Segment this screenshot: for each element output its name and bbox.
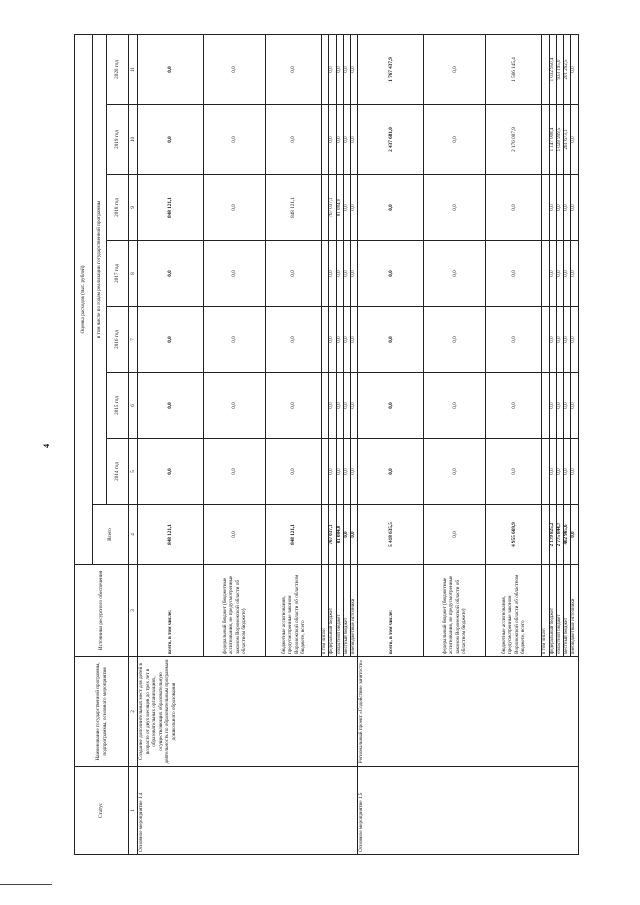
- year-value-cell: [322, 175, 329, 241]
- year-value-cell: 261 673,1: [564, 105, 571, 175]
- year-value-cell: 0,0: [204, 439, 266, 505]
- total-cell: 2 179 825,2: [549, 505, 556, 565]
- year-value-cell: 0,0: [266, 105, 322, 175]
- budget-table-rotated: [74, 35, 606, 855]
- year-value-cell: [542, 34, 549, 104]
- source-cell: бюджетные ассигнования, предусмотренные законом Воронежской области об областном бюджете, всего: [486, 565, 542, 657]
- header-year: 2020 год: [107, 34, 129, 104]
- year-value-cell: 0,0: [351, 105, 358, 175]
- year-value-cell: 0,0: [358, 241, 424, 307]
- source-cell: в том числе:: [322, 565, 329, 657]
- status-cell: Основное мероприятие 1.5: [358, 767, 578, 855]
- year-value-cell: 0,0: [266, 373, 322, 439]
- year-value-cell: [542, 439, 549, 505]
- year-value-cell: 0,0: [486, 373, 542, 439]
- header-name: Наименование государственной программы, подпрограммы, основного мероприятия: [75, 657, 129, 767]
- total-cell: 462 965,6: [564, 505, 571, 565]
- year-value-cell: 0,0: [204, 241, 266, 307]
- source-cell: внебюджетные источники: [571, 565, 578, 657]
- header-by-years: в том числе по годам реализации государственной программы: [93, 34, 107, 504]
- source-cell: федеральный бюджет: [549, 565, 556, 657]
- name-cell: Создание дополнительных мест для детей в возрасте от двух месяцев до трех лет в образовательных организациях, осуществляющих образовательную деятельность по образовательным программам дошкольного образования: [138, 657, 358, 767]
- year-value-cell: 0,0: [336, 307, 343, 373]
- total-cell: 0,0: [424, 505, 486, 565]
- year-value-cell: 0,0: [571, 373, 578, 439]
- year-value-cell: 0,0: [571, 34, 578, 104]
- header-estimate: Оценка расходов (тыс. рублей): [75, 34, 93, 564]
- year-value-cell: 848 121,1: [266, 175, 322, 241]
- year-value-cell: 0,0: [564, 241, 571, 307]
- col-number: 9: [129, 175, 138, 241]
- year-value-cell: 0,0: [556, 241, 563, 307]
- status-cell: Основное мероприятие 1.4: [138, 767, 358, 855]
- year-value-cell: 933 195,0: [556, 34, 563, 104]
- year-value-cell: 0,0: [266, 439, 322, 505]
- year-value-cell: 0,0: [138, 34, 204, 104]
- year-value-cell: 0,0: [138, 307, 204, 373]
- year-value-cell: 81 084,0: [336, 175, 343, 241]
- year-value-cell: 0,0: [556, 175, 563, 241]
- total-cell: 0,0: [343, 505, 350, 565]
- header-status: Статус: [75, 767, 129, 855]
- source-cell: местный бюджет: [564, 565, 571, 657]
- year-value-cell: 0,0: [336, 373, 343, 439]
- year-value-cell: 0,0: [424, 307, 486, 373]
- year-value-cell: 0,0: [343, 439, 350, 505]
- year-value-cell: 0,0: [549, 439, 556, 505]
- year-value-cell: [542, 241, 549, 307]
- year-value-cell: 0,0: [329, 105, 336, 175]
- year-value-cell: 0,0: [571, 175, 578, 241]
- source-cell: федеральный бюджет (бюджетные ассигнования, не предусмотренные законом Воронежской области об областном бюджете): [424, 565, 486, 657]
- year-value-cell: 0,0: [343, 373, 350, 439]
- col-number: 4: [129, 505, 138, 565]
- year-value-cell: [542, 307, 549, 373]
- year-value-cell: 0,0: [564, 439, 571, 505]
- col-number: 10: [129, 105, 138, 175]
- header-year: 2014 год: [107, 439, 129, 505]
- year-value-cell: 0,0: [549, 241, 556, 307]
- total-cell: [322, 505, 329, 565]
- year-value-cell: 0,0: [358, 175, 424, 241]
- year-value-cell: 0,0: [358, 373, 424, 439]
- year-value-cell: 0,0: [556, 373, 563, 439]
- year-value-cell: 201 292,5: [564, 34, 571, 104]
- source-cell: федеральный бюджет: [329, 565, 336, 657]
- header-year: 2018 год: [107, 175, 129, 241]
- col-number: 11: [129, 34, 138, 104]
- year-value-cell: 0,0: [336, 439, 343, 505]
- total-cell: 5 418 635,5: [358, 505, 424, 565]
- total-cell: [542, 505, 549, 565]
- year-value-cell: 0,0: [549, 175, 556, 241]
- year-value-cell: 0,0: [486, 439, 542, 505]
- year-value-cell: 0,0: [351, 373, 358, 439]
- header-year: 2015 год: [107, 373, 129, 439]
- year-value-cell: [322, 241, 329, 307]
- total-cell: 81 084,0: [336, 505, 343, 565]
- year-value-cell: 0,0: [343, 241, 350, 307]
- budget-table-body: [138, 34, 579, 854]
- source-cell: бюджетные ассигнования, предусмотренные законом Воронежской области об областном бюджете, всего: [266, 565, 322, 657]
- source-cell: федеральный бюджет (бюджетные ассигнования, не предусмотренные законом Воронежской области об областном бюджете): [204, 565, 266, 657]
- year-value-cell: 0,0: [329, 34, 336, 104]
- source-cell: внебюджетные источники: [351, 565, 358, 657]
- total-cell: 4 955 669,9: [486, 505, 542, 565]
- total-cell: 2 775 844,7: [556, 505, 563, 565]
- year-value-cell: [542, 105, 549, 175]
- year-value-cell: [322, 373, 329, 439]
- table-row: [358, 34, 424, 854]
- year-value-cell: 0,0: [343, 34, 350, 104]
- year-value-cell: 0,0: [138, 373, 204, 439]
- year-value-cell: 0,0: [329, 241, 336, 307]
- year-value-cell: 0,0: [204, 34, 266, 104]
- col-number: 5: [129, 439, 138, 505]
- total-cell: 848 121,1: [138, 505, 204, 565]
- col-number: 1: [129, 767, 138, 855]
- year-value-cell: 0,0: [351, 241, 358, 307]
- year-value-cell: 0,0: [204, 175, 266, 241]
- total-cell: 0,0: [204, 505, 266, 565]
- year-value-cell: [322, 34, 329, 104]
- budget-table: [74, 34, 579, 855]
- year-value-cell: 1 566 145,4: [486, 34, 542, 104]
- year-value-cell: 1 147 008,4: [549, 105, 556, 175]
- year-value-cell: 2 437 681,0: [358, 105, 424, 175]
- year-value-cell: 0,0: [329, 439, 336, 505]
- year-value-cell: 0,0: [336, 105, 343, 175]
- year-value-cell: 0,0: [351, 307, 358, 373]
- year-value-cell: 0,0: [571, 307, 578, 373]
- year-value-cell: 0,0: [571, 105, 578, 175]
- col-number: 2: [129, 657, 138, 767]
- year-value-cell: 0,0: [424, 34, 486, 104]
- year-value-cell: 1 767 437,9: [358, 34, 424, 104]
- year-value-cell: 0,0: [343, 105, 350, 175]
- year-value-cell: 0,0: [571, 439, 578, 505]
- col-number: 8: [129, 241, 138, 307]
- year-value-cell: 0,0: [336, 34, 343, 104]
- year-value-cell: [322, 439, 329, 505]
- header-year: 2016 год: [107, 307, 129, 373]
- year-value-cell: 1 028 999,5: [556, 105, 563, 175]
- col-number: 7: [129, 307, 138, 373]
- year-value-cell: 0,0: [564, 373, 571, 439]
- total-cell: 848 121,1: [266, 505, 322, 565]
- year-value-cell: 0,0: [138, 241, 204, 307]
- source-cell: всего, в том числе:: [358, 565, 424, 657]
- year-value-cell: 0,0: [351, 34, 358, 104]
- page-number: 4: [42, 444, 51, 448]
- year-value-cell: 0,0: [266, 307, 322, 373]
- header-total: Всего: [93, 505, 129, 565]
- year-value-cell: 0,0: [138, 105, 204, 175]
- year-value-cell: 0,0: [424, 439, 486, 505]
- year-value-cell: 0,0: [329, 373, 336, 439]
- year-value-cell: 0,0: [343, 175, 350, 241]
- source-cell: всего, в том числе:: [138, 565, 204, 657]
- year-value-cell: 0,0: [138, 439, 204, 505]
- year-value-cell: 0,0: [351, 175, 358, 241]
- year-value-cell: 0,0: [571, 241, 578, 307]
- year-value-cell: 0,0: [424, 175, 486, 241]
- year-value-cell: 0,0: [204, 105, 266, 175]
- col-number: 3: [129, 565, 138, 657]
- col-number: 6: [129, 373, 138, 439]
- header-year: 2017 год: [107, 241, 129, 307]
- year-value-cell: 1 032 950,4: [549, 34, 556, 104]
- footer-rule: [0, 884, 52, 885]
- year-value-cell: 0,0: [358, 307, 424, 373]
- year-value-cell: 0,0: [266, 241, 322, 307]
- total-cell: 0,0: [351, 505, 358, 565]
- year-value-cell: 767 037,1: [329, 175, 336, 241]
- year-value-cell: 0,0: [564, 175, 571, 241]
- year-value-cell: 0,0: [486, 241, 542, 307]
- header-source: Источники ресурсного обеспечения: [75, 565, 129, 657]
- column-number-row: [129, 34, 138, 854]
- year-value-cell: 0,0: [336, 241, 343, 307]
- year-value-cell: 0,0: [486, 307, 542, 373]
- year-value-cell: 0,0: [266, 34, 322, 104]
- year-value-cell: [322, 307, 329, 373]
- year-value-cell: 0,0: [351, 439, 358, 505]
- year-value-cell: [322, 105, 329, 175]
- year-value-cell: 0,0: [556, 307, 563, 373]
- year-value-cell: 2 176 007,9: [486, 105, 542, 175]
- year-value-cell: 0,0: [358, 439, 424, 505]
- source-cell: областной бюджет: [556, 565, 563, 657]
- source-cell: областной бюджет: [336, 565, 343, 657]
- year-value-cell: 0,0: [343, 307, 350, 373]
- header-year: 2019 год: [107, 105, 129, 175]
- year-value-cell: 0,0: [424, 105, 486, 175]
- year-value-cell: 848 121,1: [138, 175, 204, 241]
- year-value-cell: [542, 373, 549, 439]
- year-value-cell: 0,0: [424, 373, 486, 439]
- table-row: [138, 34, 204, 854]
- year-value-cell: 0,0: [549, 307, 556, 373]
- source-cell: местный бюджет: [343, 565, 350, 657]
- year-value-cell: 0,0: [549, 373, 556, 439]
- total-cell: 767 037,1: [329, 505, 336, 565]
- source-cell: в том числе:: [542, 565, 549, 657]
- year-value-cell: 0,0: [564, 307, 571, 373]
- year-value-cell: 0,0: [556, 439, 563, 505]
- total-cell: 0,0: [571, 505, 578, 565]
- year-value-cell: 0,0: [204, 373, 266, 439]
- year-value-cell: 0,0: [424, 241, 486, 307]
- year-value-cell: [542, 175, 549, 241]
- year-value-cell: 0,0: [486, 175, 542, 241]
- name-cell: Региональный проект «Содействие занятости»: [358, 657, 578, 767]
- year-value-cell: 0,0: [329, 307, 336, 373]
- year-value-cell: 0,0: [204, 307, 266, 373]
